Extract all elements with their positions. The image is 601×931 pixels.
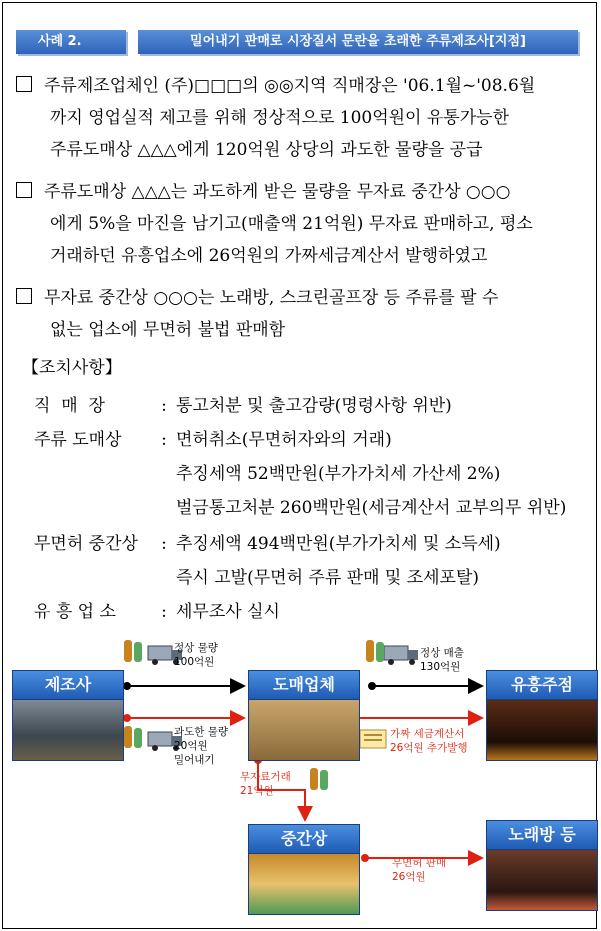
measure-item: 벌금통고처분 260백만원(세금계산서 교부의무 위반) <box>176 498 567 518</box>
paragraph-2: 주류도매상 △△△는 과도하게 받은 물량을 무자료 중간상 ○○○ 에게 5%을 마진을 남기고(매출액 21억원) 무자료 판매하고, 평소 거래하던 유흥업소에 26억원의 가짜세금계산서 발행하였고 <box>16 176 586 272</box>
bottle-icon <box>366 640 384 662</box>
measure-row-bar: 유 흥 업 소 : 세무조사 실시 <box>34 602 280 622</box>
label-unlicensed: 무면허 판매 26억원 <box>392 857 447 883</box>
measure-row-wholesaler: 주류 도매상 : 면허취소(무면허자와의 거래) <box>34 430 392 450</box>
node-bar: 유흥주점 <box>486 670 598 762</box>
case-tag: 사례 2. <box>16 30 126 54</box>
label-normal-qty: 정상 물량 100억원 <box>174 642 218 668</box>
karaoke-image <box>486 850 598 911</box>
measure-row-store: 직 매 장 : 통고처분 및 출고감량(명령사항 위반) <box>34 396 452 416</box>
case-title: 밀어내기 판매로 시장질서 문란을 초래한 주류제조사[지점] <box>138 30 578 54</box>
label-no-record: 무자료거래 21억원 <box>240 771 291 797</box>
node-manufacturer: 제조사 <box>12 670 124 762</box>
label-fake-invoice: 가짜 세금계산서 26억원 추가발행 <box>390 728 468 754</box>
bottle-icon <box>310 768 328 790</box>
measure-item: 추징세액 52백만원(부가가치세 가산세 2%) <box>176 464 501 484</box>
paragraph-3: 무자료 중간상 ○○○는 노래방, 스크린골프장 등 주류를 팔 수 없는 업소에 무면허 불법 판매함 <box>16 282 586 346</box>
truck-icon <box>384 646 418 665</box>
label-excess-qty: 과도한 물량 20억원 밀어내기 <box>174 726 229 766</box>
warehouse-image <box>248 700 360 761</box>
invoice-icon <box>360 730 386 748</box>
measure-row-middleman: 무면허 중간상 : 추징세액 494백만원(부가가치세 및 소득세) <box>34 534 501 554</box>
measure-item: 즉시 고발(무면허 주류 판매 및 조세포탈) <box>176 568 480 588</box>
bar-image <box>486 700 598 761</box>
node-karaoke: 노래방 등 <box>486 820 598 912</box>
paragraph-1: 주류제조업체인 (주)□□□의 ◎◎지역 직매장은 '06.1월~'08.6월 까지 영업실적 제고를 위해 정상적으로 100억원이 유통가능한 주류도매상 △△△에게 120억원 상당의 과도한 물량을 공급 <box>16 70 586 166</box>
bottles-image <box>248 854 360 915</box>
node-wholesaler: 도매업체 <box>248 670 360 762</box>
node-middleman: 중간상 <box>248 824 360 916</box>
measures-title: 【조치사항】 <box>22 358 122 378</box>
label-normal-sales: 정상 매출 130억원 <box>420 647 464 673</box>
bottle-icon <box>124 640 142 662</box>
factory-image <box>12 700 124 761</box>
bottle-icon <box>124 726 142 748</box>
